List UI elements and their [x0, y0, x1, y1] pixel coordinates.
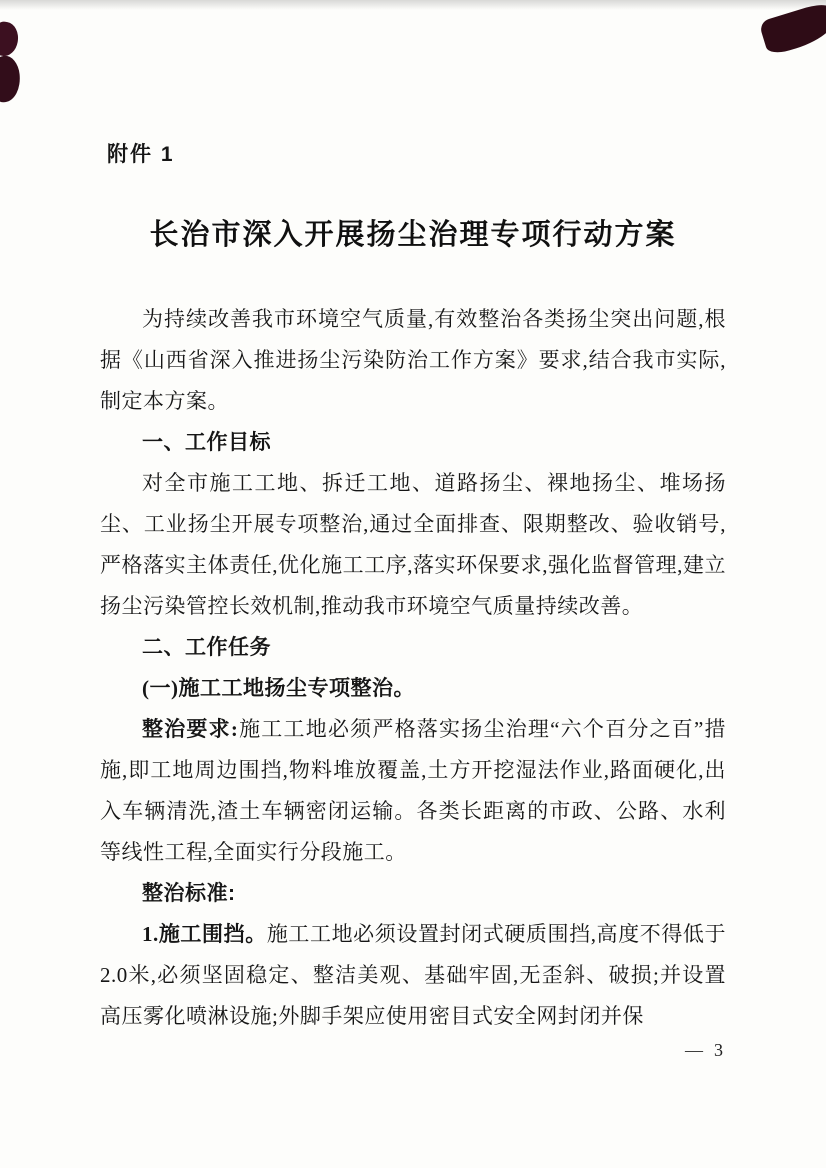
paragraph-requirements: [100, 709, 726, 873]
paragraph-requirements-lead: 整治要求:: [142, 717, 239, 741]
document-title: 长治市深入开展扬尘治理专项行动方案: [149, 219, 677, 251]
paragraph-intro: 为持续改善我市环境空气质量,有效整治各类扬尘突出问题,根据《山西省深入推进扬尘污染防治工作方案》要求,结合我市实际,制定本方案。: [100, 307, 726, 413]
page-number-value: 3: [714, 1040, 724, 1060]
section-heading-work-goals: 一、工作目标: [142, 431, 271, 454]
paragraph-standard-1-lead: 1.施工围挡。: [142, 922, 267, 946]
page-number-dash: —: [685, 1040, 704, 1060]
scan-artifact-top-left-upper: [0, 20, 21, 58]
scan-edge-shading: [0, 0, 826, 10]
scan-artifact-top-left-lower: [0, 55, 22, 104]
document-body: [100, 299, 726, 1037]
paragraph-work-goals: 对全市施工工地、拆迁工地、道路扬尘、裸地扬尘、堆场扬尘、工业扬尘开展专项整治,通过全面排查、限期整改、验收销号,严格落实主体责任,优化施工工序,落实环保要求,强化监督管理,建立扬尘污染管控长效机制,推动我市环境空气质量持续改善。: [100, 471, 726, 618]
subsection-heading-construction-sites: (一)施工工地扬尘专项整治。: [142, 676, 415, 700]
page-number: [685, 1040, 724, 1061]
paragraph-standard-1: [100, 914, 726, 1037]
paragraph-requirements-text: 施工工地必须严格落实扬尘治理“六个百分之百”措施,即工地周边围挡,物料堆放覆盖,土方开挖湿法作业,路面硬化,出入车辆清洗,渣土车辆密闭运输。各类长距离的市政、公路、水利等线性工程,全面实行分段施工。: [100, 717, 727, 864]
section-heading-standards: 整治标准:: [142, 882, 236, 905]
paragraph-standard-1-text: 施工工地必须设置封闭式硬质围挡,高度不得低于2.0米,必须坚固稳定、整洁美观、基础牢固,无歪斜、破损;并设置高压雾化喷淋设施;外脚手架应使用密目式安全网封闭并保: [100, 922, 727, 1028]
section-heading-work-tasks: 二、工作任务: [142, 636, 271, 659]
attachment-label: 附件 1: [107, 143, 175, 166]
